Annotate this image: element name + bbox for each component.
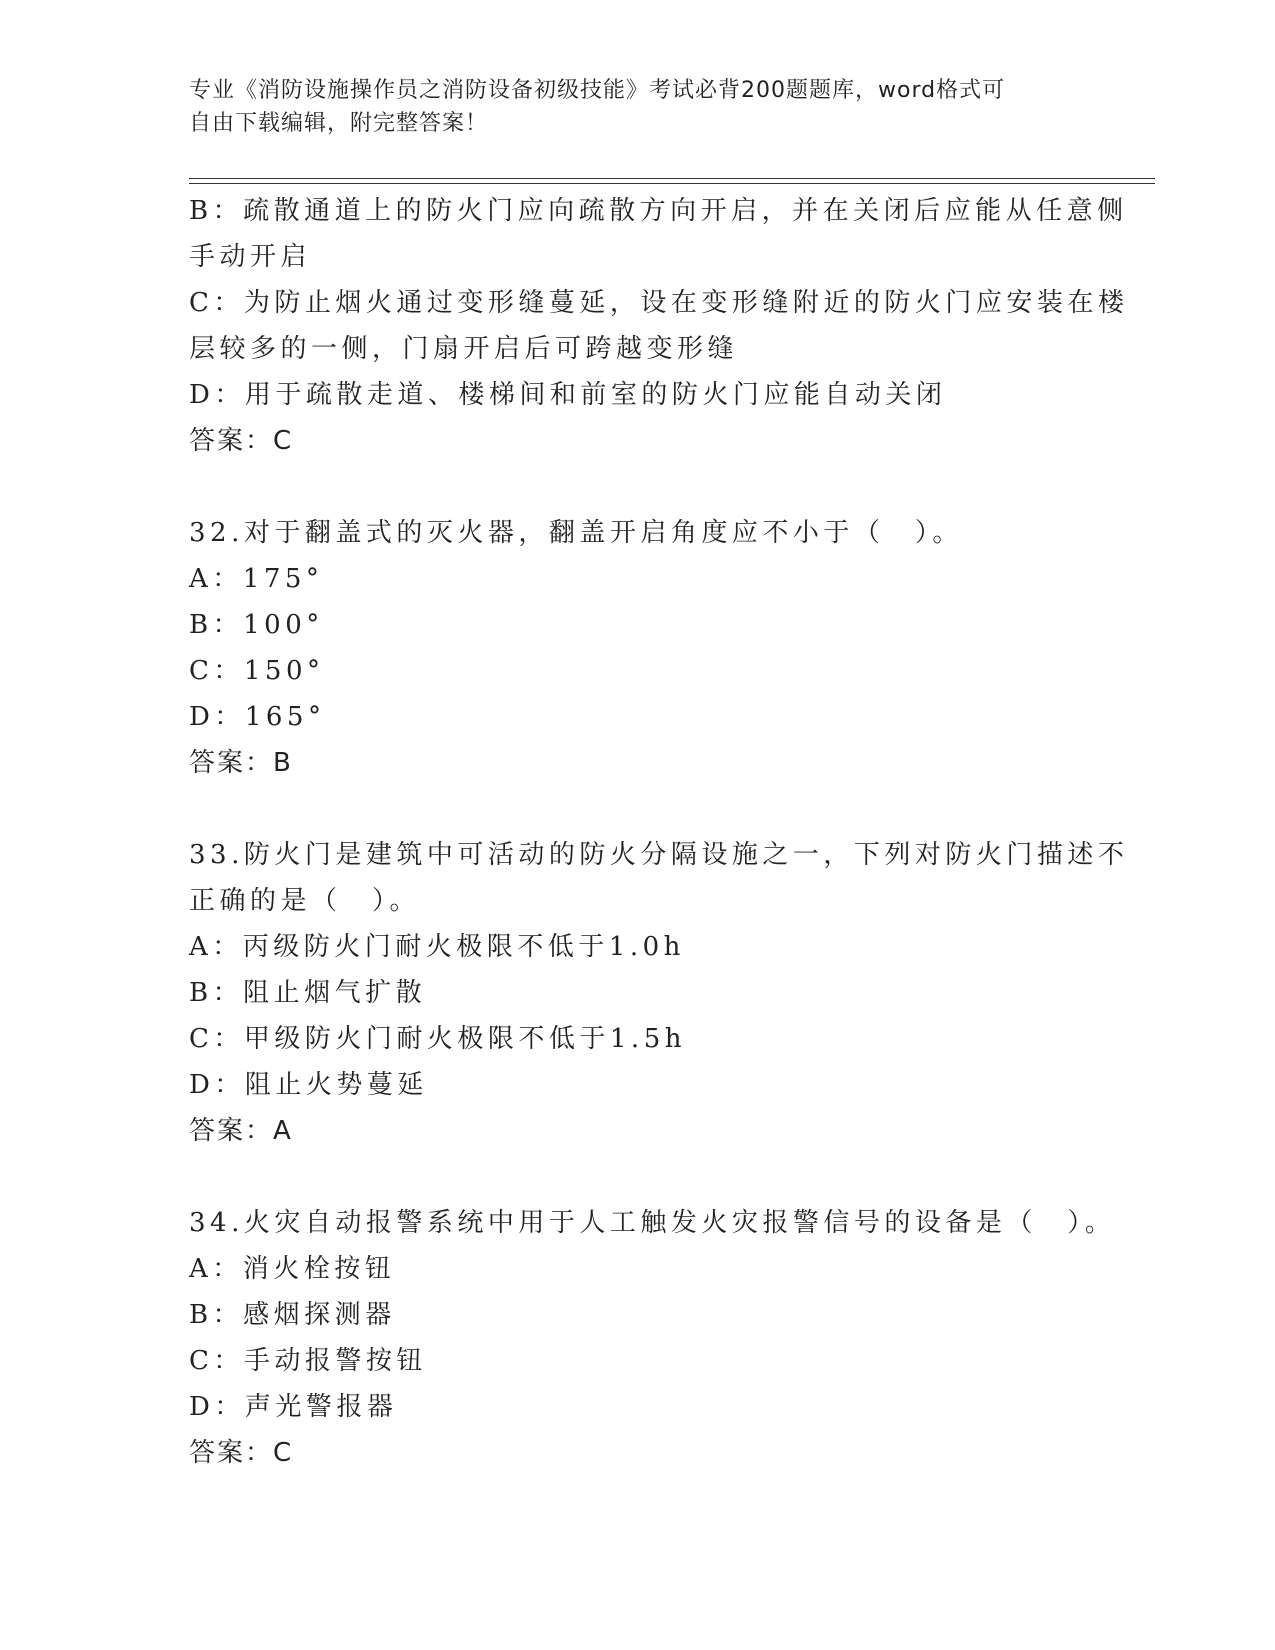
question-32 <box>189 510 1089 786</box>
option-b: B：阻止烟气扩散 <box>189 978 427 1008</box>
option-c: C：手动报警按钮 <box>189 1346 427 1376</box>
question-stem-continued: 正确的是（ ）。 <box>189 886 421 916</box>
question-list <box>189 188 1129 1476</box>
option-c: C：为防止烟火通过变形缝蔓延，设在变形缝附近的防火门应安装在楼 <box>189 288 1129 318</box>
answer-line: 答案：C <box>189 1438 294 1468</box>
header-divider-top <box>189 178 1155 179</box>
option-b: B：感烟探测器 <box>189 1300 396 1330</box>
question-stem: 32.对于翻盖式的灭火器，翻盖开启角度应不小于（ ）。 <box>189 518 963 548</box>
option-b: B：100° <box>189 610 324 640</box>
header-divider-bottom <box>189 183 1155 184</box>
option-a: A：丙级防火门耐火极限不低于1.0h <box>189 932 685 962</box>
question-stem: 34.火灾自动报警系统中用于人工触发火灾报警信号的设备是（ ）。 <box>189 1208 1116 1238</box>
document-header <box>189 74 1079 140</box>
option-d: D：用于疏散走道、楼梯间和前室的防火门应能自动关闭 <box>189 380 947 410</box>
question-33 <box>189 832 1129 1154</box>
option-b-continued: 手动开启 <box>189 242 312 272</box>
option-a: A：消火栓按钮 <box>189 1254 396 1284</box>
option-b: B：疏散通道上的防火门应向疏散方向开启，并在关闭后应能从任意侧 <box>189 196 1128 226</box>
question-34 <box>189 1200 1116 1476</box>
question-stem: 33.防火门是建筑中可活动的防火分隔设施之一，下列对防火门描述不 <box>189 840 1129 870</box>
option-d: D：阻止火势蔓延 <box>189 1070 428 1100</box>
option-c: C：150° <box>189 656 325 686</box>
answer-line: 答案：C <box>189 426 294 456</box>
option-d: D：165° <box>189 702 326 732</box>
question-31-continuation <box>189 188 1129 464</box>
question-spacer <box>189 786 1089 832</box>
header-title-line-1: 专业《消防设施操作员之消防设备初级技能》考试必背200题题库，word格式可 <box>189 78 1006 103</box>
option-d: D：声光警报器 <box>189 1392 398 1422</box>
option-a: A：175° <box>189 564 324 594</box>
answer-line: 答案：A <box>189 1116 293 1146</box>
question-spacer <box>189 464 1089 510</box>
header-title-line-2: 自由下载编辑，附完整答案！ <box>189 111 489 136</box>
option-c-continued: 层较多的一侧，门扇开启后可跨越变形缝 <box>189 334 739 364</box>
answer-line: 答案：B <box>189 748 293 778</box>
question-spacer <box>189 1154 1089 1200</box>
option-c: C：甲级防火门耐火极限不低于1.5h <box>189 1024 686 1054</box>
